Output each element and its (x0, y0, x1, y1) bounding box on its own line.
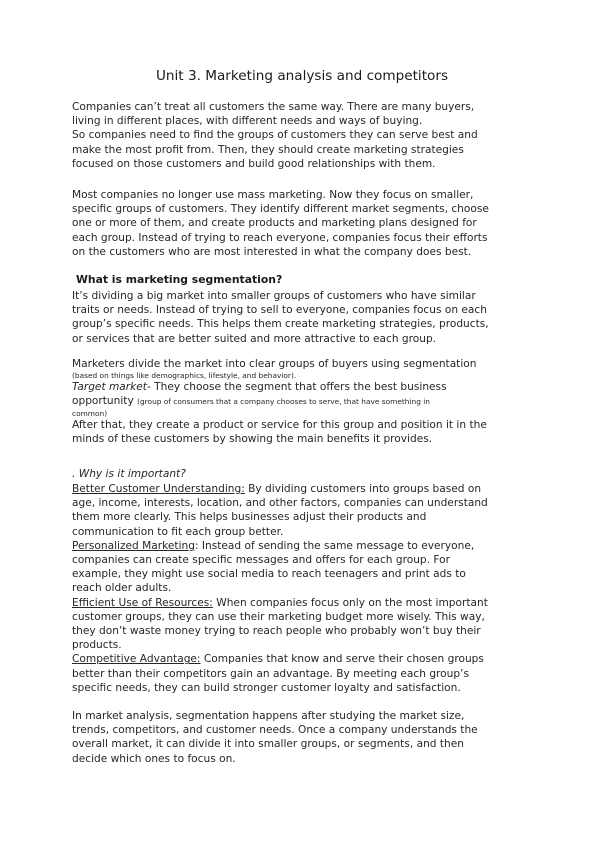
text-line (72, 539, 532, 553)
text-line: living in different places, with different needs and ways of buying. (72, 115, 423, 128)
text-line: overall market, it can divide it into smaller groups, or segments, and then (72, 738, 464, 751)
text-line: minds of these customers by showing the main benefits it provides. (72, 432, 433, 445)
text-line: age, income, interests, location, and other factors, companies can understand (72, 497, 488, 510)
importance-item (72, 596, 532, 653)
text-line: each group. Instead of trying to reach everyone, companies focus their efforts (72, 231, 488, 244)
text-line: reach older adults. (72, 582, 172, 595)
text-span: When companies focus only on the most important (212, 596, 488, 609)
importance-item (72, 482, 532, 539)
text-line: traits or needs. Instead of trying to sell to everyone, companies focus on each (72, 304, 487, 317)
text-line: Companies can’t treat all customers the same way. There are many buyers, (72, 101, 475, 113)
note-text: (based on things like demographics, lifestyle, and behavior). (72, 371, 297, 381)
note-text: (group of consumers that a company chooses to serve, that have something in (137, 397, 430, 407)
segmentation-definition (72, 289, 532, 346)
text-span: opportunity (72, 395, 138, 408)
item-label: Better Customer Understanding: (72, 483, 245, 495)
text-line: It’s dividing a big market into smaller groups of customers who have similar (72, 290, 476, 302)
target-market-line (72, 380, 532, 394)
importance-item (72, 652, 532, 695)
intro-paragraph-2 (72, 188, 532, 259)
text-span: : Instead of sending the same message to everyone, (194, 539, 475, 552)
item-label: Efficient Use of Resources: (72, 596, 213, 609)
text-span: By dividing customers into groups based on (244, 483, 482, 495)
text-line: group’s specific needs. This helps them create marketing strategies, products, (72, 318, 489, 331)
item-label: Personalized Marketing (72, 539, 195, 552)
text-line: better than their competitors gain an advantage. By meeting each group’s (72, 667, 469, 680)
text-line: After that, they create a product or service for this group and position it in the (72, 418, 487, 431)
note-text: common) (72, 408, 108, 418)
text-line: example, they might use social media to reach teenagers and print ads to (72, 568, 466, 581)
target-market-line-2 (72, 394, 532, 408)
text-line: focused on those customers and build good relationships with them. (72, 157, 436, 170)
text-line: on the customers who are most interested in what the company does best. (72, 245, 472, 258)
importance-item (72, 539, 532, 596)
text-line: communication to fit each group better. (72, 525, 284, 538)
segmentation-target-market (72, 357, 532, 446)
text-line: customer groups, they can use their marketing budget more wisely. This way, (72, 610, 485, 623)
text-line: trends, competitors, and customer needs. Once a company understands the (72, 724, 478, 737)
section-heading-importance: . Why is it important? (72, 468, 186, 480)
text-line: specific needs, they can build stronger customer loyalty and satisfaction. (72, 681, 461, 694)
item-label: Competitive Advantage: (72, 653, 201, 666)
target-market-label: Target market- (72, 381, 151, 394)
text-line: one or more of them, and create products and marketing plans designed for (72, 217, 477, 230)
text-line (72, 482, 532, 496)
text-line: they don’t waste money trying to reach people who probably won’t buy their (72, 625, 481, 638)
closing-paragraph (72, 709, 532, 766)
text-line: Marketers divide the market into clear groups of buyers using segmentation (72, 358, 477, 370)
text-line: or services that are better suited and more attractive to each group. (72, 332, 437, 345)
text-line: decide which ones to focus on. (72, 752, 236, 765)
text-line: companies can create specific messages and offers for each group. For (72, 554, 450, 567)
text-line: them more clearly. This helps businesses adjust their products and (72, 511, 427, 524)
importance-list (72, 482, 532, 695)
text-line (72, 596, 532, 610)
text-span: Companies that know and serve their chosen groups (200, 653, 484, 666)
section-heading-segmentation: What is marketing segmentation? (76, 273, 283, 286)
importance-heading (72, 467, 532, 481)
text-span: They choose the segment that offers the best business (150, 381, 447, 394)
text-line: In market analysis, segmentation happens after studying the market size, (72, 710, 465, 722)
text-line: products. (72, 639, 122, 652)
text-line: So companies need to find the groups of customers they can serve best and (72, 129, 478, 142)
text-line: make the most profit from. Then, they should create marketing strategies (72, 143, 464, 156)
text-line: Most companies no longer use mass marketing. Now they focus on smaller, (72, 189, 474, 201)
text-line: specific groups of customers. They identify different market segments, choose (72, 203, 489, 216)
text-line (72, 652, 532, 666)
intro-paragraph-1 (72, 100, 532, 171)
page-title: Unit 3. Marketing analysis and competitors (155, 68, 449, 84)
